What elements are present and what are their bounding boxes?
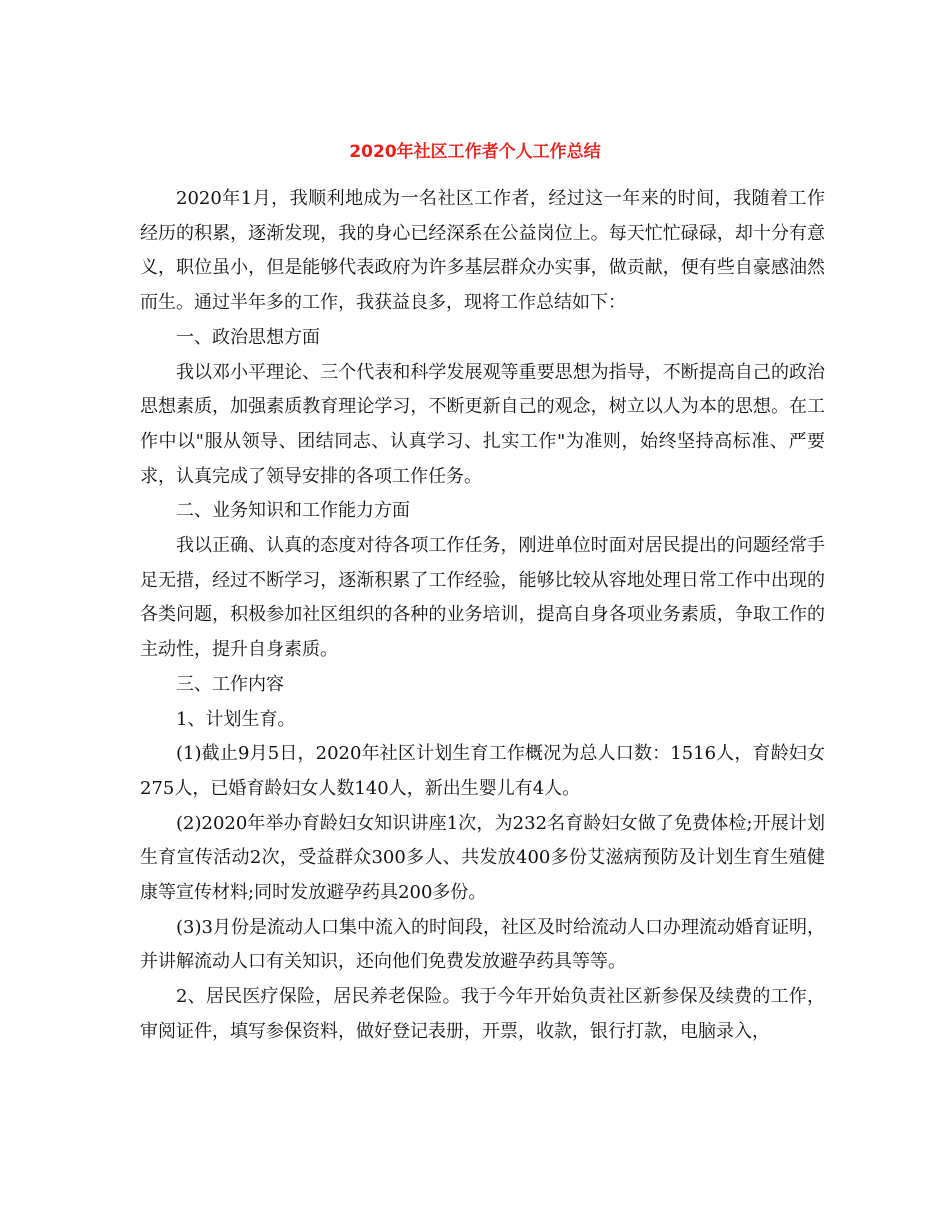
section-heading-political: 一、政治思想方面 — [176, 326, 320, 348]
subheading-family-planning: 1、计划生育。 — [176, 708, 296, 730]
family-planning-item-2: (2)2020年举办育龄妇女知识讲座1次，为232名育龄妇女做了免费体检;开展计划生育宣传活动2次，受益群众300多人、共发放400多份艾滋病预防及计划生育生殖健康等宣传材料;同时发放避孕药具200多份。 — [140, 812, 825, 904]
section-heading-skills: 二、业务知识和工作能力方面 — [176, 500, 410, 522]
insurance-paragraph: 2、居民医疗保险，居民养老保险。我于今年开始负责社区新参保及续费的工作，审阅证件，填写参保资料，做好登记表册，开票，收款，银行打款，电脑录入， — [140, 986, 825, 1042]
political-paragraph: 我以邓小平理论、三个代表和科学发展观等重要思想为指导，不断提高自己的政治思想素质，加强素质教育理论学习，不断更新自己的观念，树立以人为本的思想。在工作中以"服从领导、团结同志、认真学习、扎实工作"为准则，始终坚持高标准、严要求，认真完成了领导安排的各项工作任务。 — [140, 361, 825, 487]
intro-paragraph: 2020年1月，我顺利地成为一名社区工作者，经过这一年来的时间，我随着工作经历的积累，逐渐发现，我的身心已经深系在公益岗位上。每天忙忙碌碌，却十分有意义，职位虽小，但是能够代表政府为许多基层群众办实事，做贡献，便有些自豪感油然而生。通过半年多的工作，我获益良多，现将工作总结如下： — [140, 188, 825, 314]
document-body — [140, 182, 825, 1050]
skills-paragraph: 我以正确、认真的态度对待各项工作任务，刚进单位时面对居民提出的问题经常手足无措，经过不断学习，逐渐积累了工作经验，能够比较从容地处理日常工作中出现的各类问题，积极参加社区组织的各种的业务培训，提高自身各项业务素质，争取工作的主动性，提升自身素质。 — [140, 535, 825, 661]
family-planning-item-3: (3)3月份是流动人口集中流入的时间段，社区及时给流动人口办理流动婚育证明，并讲解流动人口有关知识，还向他们免费发放避孕药具等等。 — [140, 916, 825, 973]
family-planning-item-1: (1)截止9月5日，2020年社区计划生育工作概况为总人口数：1516人，育龄妇女275人，已婚育龄妇女人数140人，新出生婴儿有4人。 — [140, 743, 825, 799]
section-heading-work: 三、工作内容 — [176, 673, 284, 695]
document-title: 2020年社区工作者个人工作总结 — [349, 142, 601, 162]
